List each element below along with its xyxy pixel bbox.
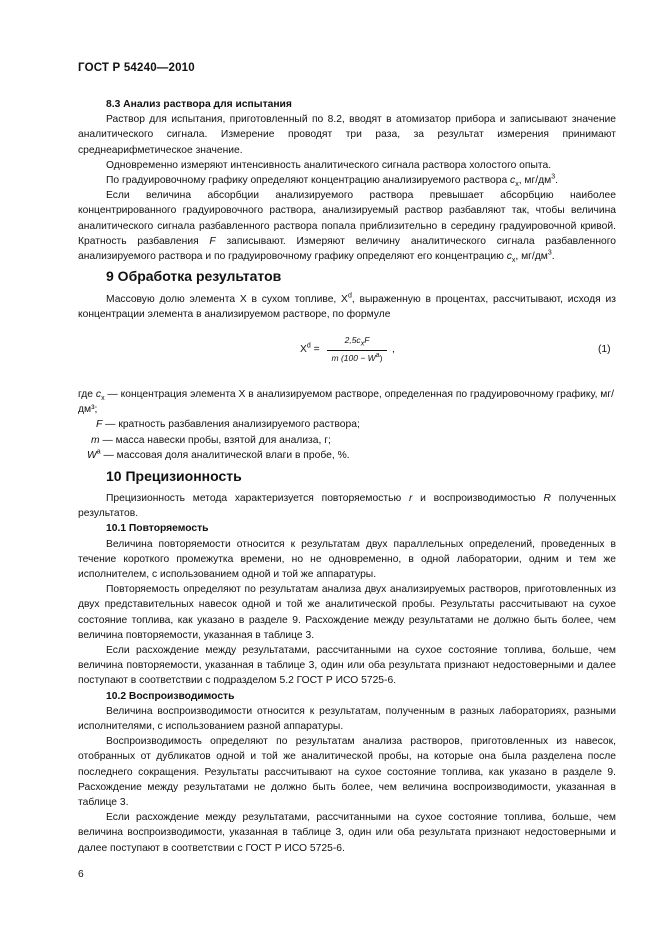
- definition-row: где $c_x$ — концентрация элемента X в анализируемом растворе, определенная по градуировочному графику, мг/дм³;: [78, 389, 614, 416]
- definition-text: масса навески пробы, взятой для анализа, г;: [115, 434, 331, 446]
- definition-row: m — масса навески пробы, взятой для анализа, г;: [91, 434, 331, 446]
- section-10-body: [78, 491, 616, 856]
- section-8-3: [78, 97, 616, 264]
- formula-number: (1): [598, 344, 611, 355]
- section-10-1-paragraph-1: Величина повторяемости относится к результатам двух параллельных определений, проведенных в течение короткого промежутка времени, но не одновременно, в одной лаборатории, одним и тем же исполнителем, с использованием одной и той же аппаратуры.: [78, 538, 616, 581]
- formula-comma: ,: [392, 344, 395, 355]
- document-header: ГОСТ Р 54240—2010: [78, 62, 195, 74]
- definition-text: концентрация элемента X в анализируемом растворе, определенная по градуировочному графику, мг/дм³;: [78, 389, 614, 416]
- formula-fraction-bar: [327, 350, 387, 351]
- section-8-3-paragraph-3: По градуировочному графику определяют концентрацию анализируемого раствора $c_x$, $мг/дм^3$.: [106, 173, 558, 189]
- formula-definitions: [78, 387, 616, 463]
- definition-text: кратность разбавления анализируемого раствора;: [118, 419, 360, 431]
- definition-row: $W^a$ — массовая доля аналитической влаги в пробе, %.: [87, 448, 350, 461]
- section-10-1-title: 10.1 Повторяемость: [106, 523, 209, 535]
- formula-denominator: m $(100 - W^a)$: [331, 352, 383, 363]
- page-number: 6: [78, 869, 84, 880]
- section-10-title: 10 Прецизионность: [106, 468, 242, 484]
- section-9-title: 9 Обработка результатов: [106, 268, 282, 284]
- section-10-2-paragraph-2: Воспроизводимость определяют по результатам анализа растворов, приготовленных из навесок, отобранных от дубликатов одной и той же аналитической пробы, на которые она была разделена после последнего сокращения. Результаты рассчитывают на сухое состояние топлива, как указано в разделе 9. Расхождение между результатами не должно быть более, чем величина воспроизводимости, указанная в таблице 3.: [78, 736, 616, 809]
- section-8-3-paragraph-4: Если величина абсорбции анализируемого раствора превышает абсорбцию наиболее концентрированного градуировочного раствора, анализируемый раствор разбавляют так, чтобы величина аналитического сигнала разбавленного раствора попала приблизительно в середину градуировочной кривой. Кратность разбавления F записывают. Измеряют величину аналитического сигнала разбавленного анализируемого раствора и по градуировочному графику определяют его концентрацию $c_x$, $мг/дм^3$.: [78, 190, 616, 265]
- section-9-intro: [78, 292, 616, 322]
- definition-term: W: [87, 449, 97, 461]
- section-9-paragraph-1: Массовую долю элемента X в сухом топливе, $X^d$, выраженную в процентах, рассчитывают, исходя из концентрации элемента в анализируемом растворе, по формуле: [78, 292, 616, 321]
- where-label: где: [78, 389, 94, 400]
- formula-numerator: $2,5c_xF$: [344, 335, 370, 348]
- definition-term: m: [91, 434, 100, 446]
- section-10-2-paragraph-3: Если расхождение между результатами, рассчитанными на сухое состояние топлива, больше, чем величина воспроизводимости, указанная в таблице 3, один или оба результата признают недостоверными и далее поступают в соответствии с ГОСТ Р ИСО 5725-6.: [78, 812, 616, 854]
- section-10-2-paragraph-1: Величина воспроизводимости относится к результатам, полученным в разных лабораториях, разными исполнителями, с использованием разной аппаратуры.: [78, 705, 616, 733]
- definition-text: массовая доля аналитической влаги в пробе, %.: [116, 449, 350, 461]
- definition-term: c: [95, 389, 102, 400]
- section-10-2-title: 10.2 Воспроизводимость: [106, 690, 235, 702]
- section-10-1-paragraph-3: Если расхождение между результатами, рассчитанными на сухое состояние топлива, больше, чем величина повторяемости, указанная в таблице 3, один или оба результата признают недостоверными и далее поступают в соответствии с подразделом 5.2 ГОСТ Р ИСО 5725-6.: [78, 645, 616, 687]
- section-8-3-paragraph-2: Одновременно измеряют интенсивность аналитического сигнала раствора холостого опыта.: [106, 159, 552, 171]
- definition-row: F — кратность разбавления анализируемого раствора;: [96, 419, 360, 431]
- section-8-3-title: 8.3 Анализ раствора для испытания: [106, 99, 292, 110]
- section-10-paragraph-1: Прецизионность метода характеризуется повторяемостью r и воспроизводимостью R полученных результатов.: [78, 493, 616, 520]
- formula-lhs: $X^d$ =: [300, 342, 320, 355]
- section-8-3-paragraph-1: Раствор для испытания, приготовленный по 8.2, вводят в атомизатор прибора и записывают значение аналитического сигнала. Измерение проводят три раза, за результат измерения принимают среднеарифметическое значение.: [78, 114, 616, 156]
- definition-term: F: [96, 419, 103, 431]
- section-10-1-paragraph-2: Повторяемость определяют по результатам анализа двух анализируемых растворов, приготовленных из двух представительных навесок одной и той же аналитической пробы. Результаты рассчитывают на сухое состояние топлива, как указано в разделе 9. Расхождение между результатами не должно быть более, чем величина повторяемости, указанная в таблице 3.: [78, 584, 616, 641]
- formula-1: [300, 334, 630, 374]
